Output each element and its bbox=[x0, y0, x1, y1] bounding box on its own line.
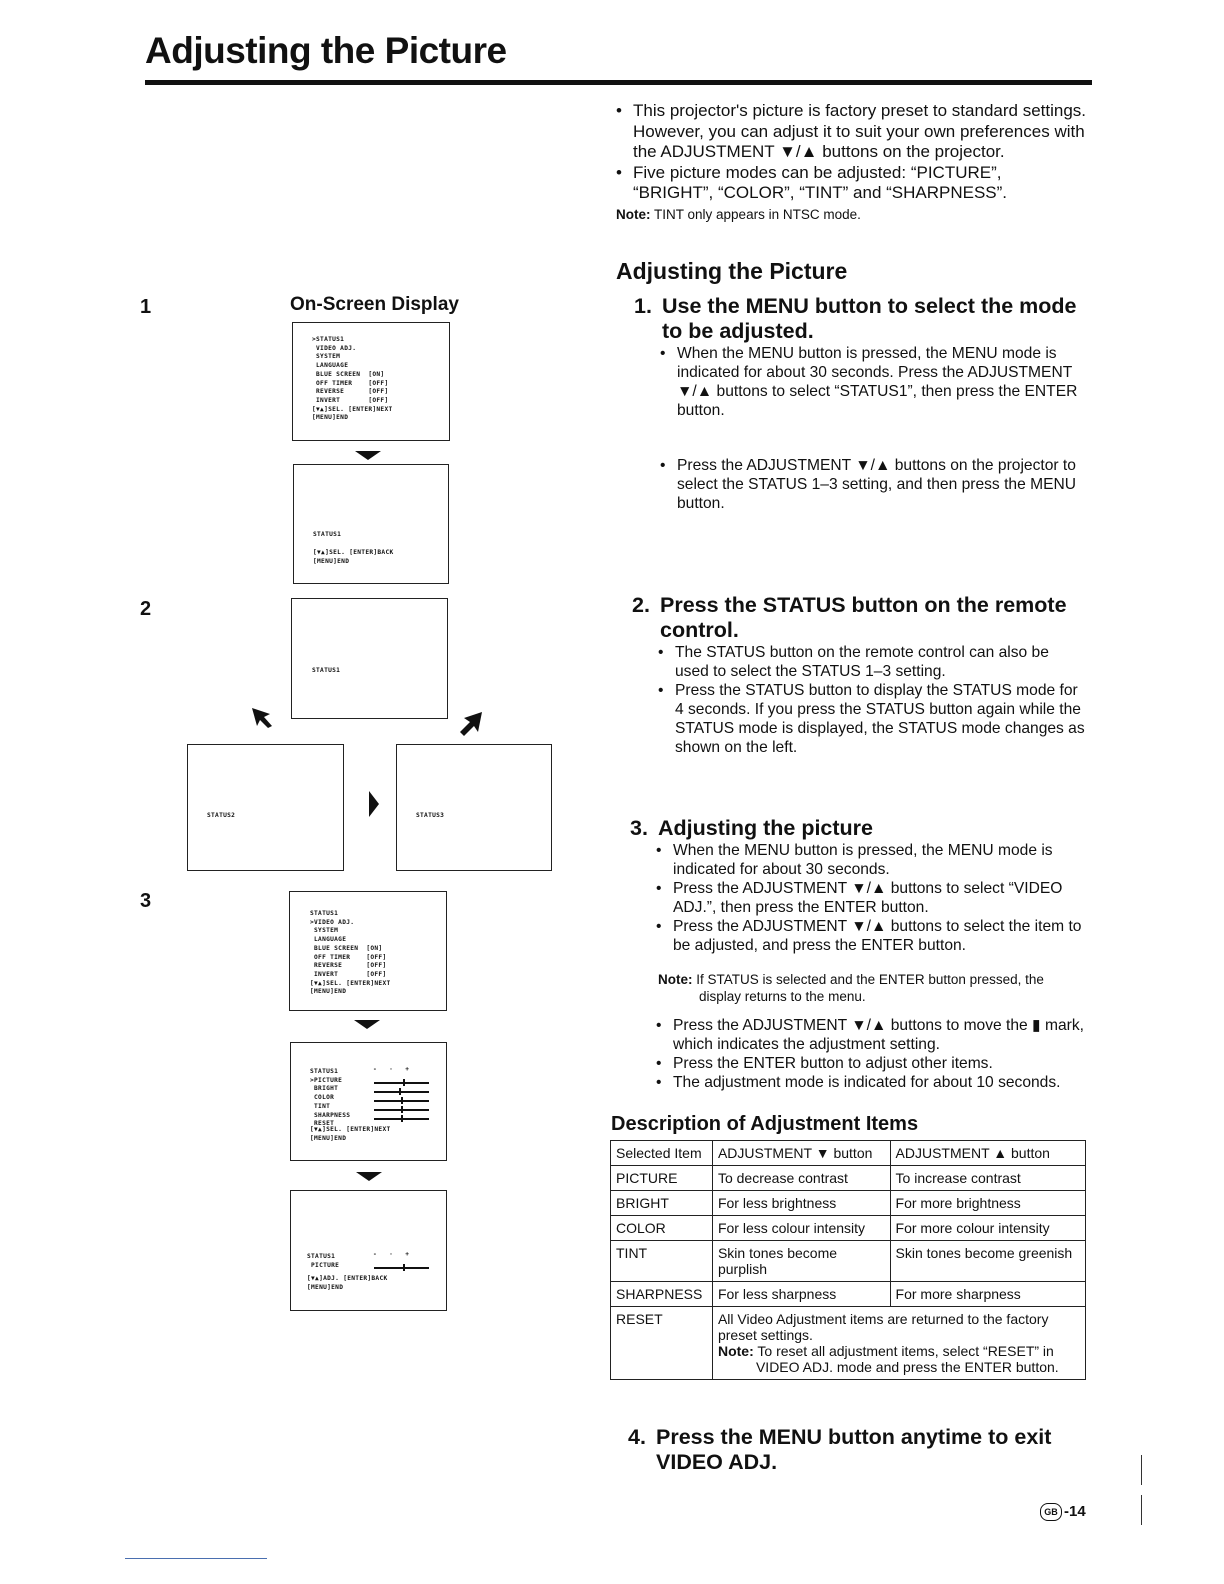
table-cell-reset bbox=[712, 1307, 1085, 1380]
step-3-note bbox=[658, 971, 1088, 1005]
osd-status-select-label: STATUS1 bbox=[313, 531, 342, 538]
table-header: Selected Item bbox=[611, 1141, 713, 1166]
table-header: ADJUSTMENT ▼ button bbox=[712, 1141, 890, 1166]
step-3-note-line2: display returns to the menu. bbox=[699, 989, 866, 1004]
reset-text: All Video Adjustment items are returned to the factory preset settings. bbox=[717, 1311, 1049, 1343]
table-cell: TINT bbox=[611, 1241, 713, 1282]
adjustment-bar bbox=[374, 1267, 429, 1269]
osd-main-menu bbox=[292, 322, 450, 441]
arrow-diagonal-down-left-icon bbox=[250, 706, 274, 730]
step-2-number: 2. bbox=[632, 593, 650, 617]
adjustment-mark bbox=[399, 1088, 401, 1095]
osd-caption: On-Screen Display bbox=[290, 294, 459, 315]
step-1-heading-line2: to be adjusted. bbox=[662, 319, 814, 343]
reset-note-line1: To reset all adjustment items, select “RESET” in bbox=[757, 1343, 1054, 1359]
osd-picture-adjust-keys: [▼▲]ADJ. [ENTER]BACK [MENU]END bbox=[307, 1275, 388, 1291]
left-step-number-3: 3 bbox=[140, 890, 152, 912]
reset-note-label: Note: bbox=[717, 1343, 754, 1359]
step-3-note-line1: If STATUS is selected and the ENTER button pressed, the bbox=[696, 972, 1044, 987]
adjustment-mark bbox=[401, 1097, 403, 1104]
arrow-down-icon bbox=[356, 1172, 382, 1181]
table-cell: For more colour intensity bbox=[890, 1216, 1085, 1241]
osd-main-menu-text: >STATUS1 VIDEO ADJ. SYSTEM LANGUAGE BLUE SCREEN [ON] OFF TIMER [OFF] REVERSE [OFF] INVERT [OFF] [▼▲]SEL. [ENTER]NEXT [MENU]END bbox=[312, 336, 393, 422]
title-rule bbox=[145, 80, 1092, 85]
page-number bbox=[1040, 1503, 1086, 1521]
table-cell: To increase contrast bbox=[890, 1166, 1085, 1191]
osd-picture-list bbox=[290, 1042, 447, 1161]
step-2-list bbox=[658, 643, 1086, 757]
intro-bullet-2: • Five picture modes can be adjusted: “PICTURE”, “BRIGHT”, “COLOR”, “TINT” and “SHARPNESS”. bbox=[616, 163, 1086, 204]
table-cell: To decrease contrast bbox=[712, 1166, 890, 1191]
step-3-list-b bbox=[656, 1016, 1086, 1092]
arrow-right-icon bbox=[369, 791, 379, 817]
step-3-bullet-4: • Press the ADJUSTMENT ▼/▲ buttons to move the ▮ mark, which indicates the adjustment setting. bbox=[656, 1016, 1086, 1054]
step-1-list-b bbox=[660, 456, 1086, 513]
step-3-bullet-3: • Press the ADJUSTMENT ▼/▲ buttons to select the item to be adjusted, and press the ENTER button. bbox=[656, 917, 1086, 955]
table-cell: Skin tones become greenish bbox=[890, 1241, 1085, 1282]
osd-video-adj-menu-text: STATUS1 >VIDEO ADJ. SYSTEM LANGUAGE BLUE SCREEN [ON] OFF TIMER [OFF] REVERSE [OFF] INVERT [OFF] [▼▲]SEL. [ENTER]NEXT [MENU]END bbox=[310, 910, 391, 996]
adjustment-bar bbox=[374, 1091, 429, 1093]
table-header: ADJUSTMENT ▲ button bbox=[890, 1141, 1085, 1166]
osd-picture-list-items: STATUS1 >PICTURE BRIGHT COLOR TINT SHARPNESS RESET bbox=[310, 1068, 351, 1128]
osd-picture-adjust-label: STATUS1 PICTURE bbox=[307, 1253, 340, 1269]
osd-status-select-keys: [▼▲]SEL. [ENTER]BACK [MENU]END bbox=[313, 549, 394, 565]
step-3-bullet-2: • Press the ADJUSTMENT ▼/▲ buttons to select “VIDEO ADJ.”, then press the ENTER button. bbox=[656, 879, 1086, 917]
osd-video-adj-menu bbox=[289, 891, 447, 1011]
adjustment-table bbox=[610, 1140, 1086, 1380]
table-cell: For more brightness bbox=[890, 1191, 1085, 1216]
left-step-number-2: 2 bbox=[140, 598, 152, 620]
step-2-bullet-1: • The STATUS button on the remote control can also be used to select the STATUS 1–3 setting. bbox=[658, 643, 1086, 681]
osd-picture-scale: - · + bbox=[373, 1066, 410, 1073]
intro-block bbox=[616, 101, 1086, 223]
region-badge: GB bbox=[1040, 1503, 1062, 1521]
step-2-heading-line1: Press the STATUS button on the remote bbox=[660, 593, 1067, 617]
table-cell: Skin tones become purplish bbox=[712, 1241, 890, 1282]
table-heading: Description of Adjustment Items bbox=[611, 1113, 919, 1135]
left-step-number-1: 1 bbox=[140, 296, 152, 318]
osd-status1-label: STATUS1 bbox=[312, 667, 341, 674]
adjustment-mark bbox=[401, 1115, 403, 1122]
table-row bbox=[611, 1282, 1086, 1307]
arrow-down-icon bbox=[354, 1020, 380, 1029]
arrow-diagonal-up-right-icon bbox=[458, 710, 486, 738]
step-1-bullet-2: • Press the ADJUSTMENT ▼/▲ buttons on the projector to select the STATUS 1–3 setting, and then press the MENU button. bbox=[660, 456, 1086, 513]
step-1-bullet-1: • When the MENU button is pressed, the MENU mode is indicated for about 30 seconds. Press the ADJUSTMENT ▼/▲ buttons to select “STATUS1”, then press the ENTER button. bbox=[660, 344, 1086, 420]
table-row bbox=[611, 1216, 1086, 1241]
page-title: Adjusting the Picture bbox=[145, 30, 507, 71]
table-row bbox=[611, 1191, 1086, 1216]
table-row bbox=[611, 1166, 1086, 1191]
step-3-heading bbox=[630, 816, 1100, 841]
table-row bbox=[611, 1241, 1086, 1282]
step-4-heading-line2: VIDEO ADJ. bbox=[656, 1450, 778, 1474]
osd-status-select bbox=[293, 464, 449, 584]
step-4-heading bbox=[628, 1425, 1098, 1475]
edge-mark bbox=[1141, 1495, 1142, 1525]
table-cell: For less sharpness bbox=[712, 1282, 890, 1307]
intro-bullet-1: • This projector's picture is factory preset to standard settings. However, you can adjust it to suit your own preferences with the ADJUSTMENT ▼/▲ buttons on the projector. bbox=[616, 101, 1086, 163]
adjustment-mark bbox=[403, 1264, 405, 1271]
osd-status2 bbox=[187, 744, 344, 871]
section-heading: Adjusting the Picture bbox=[616, 258, 848, 284]
footer-rule bbox=[125, 1558, 267, 1559]
step-1-list bbox=[660, 344, 1086, 420]
step-2-heading-line2: control. bbox=[660, 618, 739, 642]
step-1-heading bbox=[634, 294, 1104, 344]
step-3-heading-text: Adjusting the picture bbox=[658, 816, 873, 840]
step-2-heading bbox=[632, 593, 1102, 643]
table-cell: For more sharpness bbox=[890, 1282, 1085, 1307]
osd-picture-adjust bbox=[290, 1190, 447, 1311]
osd-status2-label: STATUS2 bbox=[207, 812, 236, 819]
table-row-reset bbox=[611, 1307, 1086, 1380]
table-cell: For less brightness bbox=[712, 1191, 890, 1216]
step-2-bullet-2: • Press the STATUS button to display the STATUS mode for 4 seconds. If you press the STATUS button again while the STATUS mode is displayed, the STATUS mode changes as shown on the left. bbox=[658, 681, 1086, 757]
arrow-down-icon bbox=[355, 451, 381, 460]
osd-status3 bbox=[396, 744, 552, 871]
table-header-row bbox=[611, 1141, 1086, 1166]
step-4-heading-line1: Press the MENU button anytime to exit bbox=[656, 1425, 1052, 1449]
step-3-list bbox=[656, 841, 1086, 955]
table-cell: PICTURE bbox=[611, 1166, 713, 1191]
table-cell: COLOR bbox=[611, 1216, 713, 1241]
step-3-bullet-5: • Press the ENTER button to adjust other items. bbox=[656, 1054, 1086, 1073]
adjustment-bar bbox=[374, 1082, 429, 1084]
table-cell: RESET bbox=[611, 1307, 713, 1380]
osd-status3-label: STATUS3 bbox=[416, 812, 445, 819]
step-3-bullet-1: • When the MENU button is pressed, the MENU mode is indicated for about 30 seconds. bbox=[656, 841, 1086, 879]
adjustment-mark bbox=[403, 1079, 405, 1086]
step-4-number: 4. bbox=[628, 1425, 646, 1449]
step-3-note-label: Note: bbox=[658, 972, 693, 987]
reset-note-line2: VIDEO ADJ. mode and press the ENTER button. bbox=[755, 1359, 1059, 1375]
table-cell: SHARPNESS bbox=[611, 1282, 713, 1307]
step-3-bullet-6: • The adjustment mode is indicated for about 10 seconds. bbox=[656, 1073, 1086, 1092]
adjustment-mark bbox=[401, 1106, 403, 1113]
osd-status1 bbox=[291, 598, 448, 719]
step-3-number: 3. bbox=[630, 816, 648, 840]
step-1-number: 1. bbox=[634, 294, 652, 318]
edge-mark bbox=[1141, 1455, 1142, 1485]
step-1-heading-line1: Use the MENU button to select the mode bbox=[662, 294, 1077, 318]
page-number-text: -14 bbox=[1064, 1503, 1086, 1520]
intro-note bbox=[616, 206, 1086, 223]
table-cell: For less colour intensity bbox=[712, 1216, 890, 1241]
osd-picture-adjust-scale: - · + bbox=[373, 1251, 410, 1258]
intro-note-label: Note: bbox=[616, 206, 651, 222]
table-cell: BRIGHT bbox=[611, 1191, 713, 1216]
intro-note-text: TINT only appears in NTSC mode. bbox=[654, 206, 861, 222]
osd-picture-list-keys: [▼▲]SEL. [ENTER]NEXT [MENU]END bbox=[310, 1126, 391, 1142]
